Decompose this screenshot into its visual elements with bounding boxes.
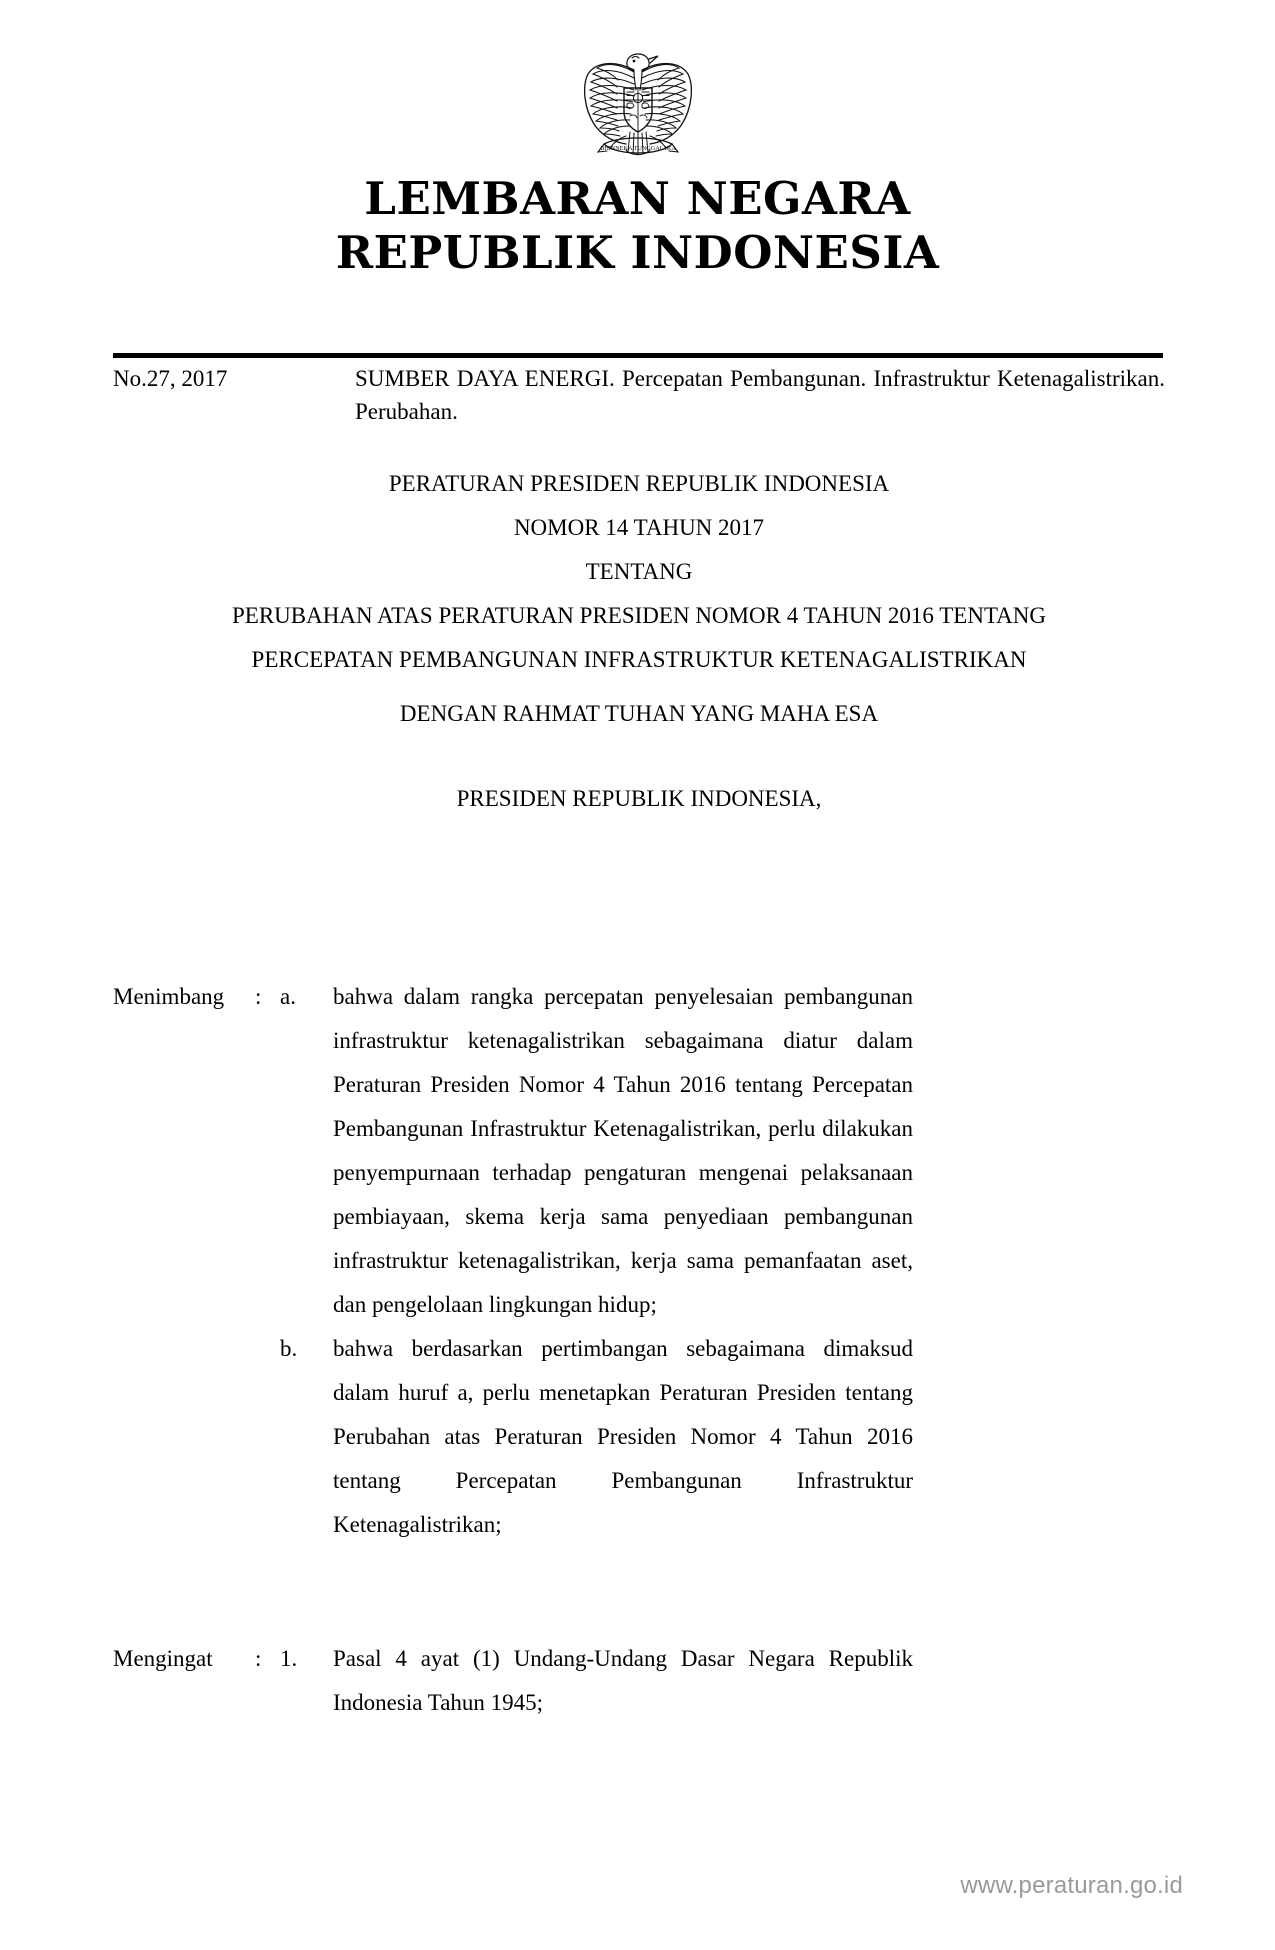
masthead-divider bbox=[113, 353, 1163, 358]
motto-text: BHINNEKA TUNGGAL IKA bbox=[599, 145, 676, 152]
title-line-5: PERCEPATAN PEMBANGUNAN INFRASTRUKTUR KETENAGALISTRIKAN bbox=[251, 647, 1027, 672]
clause-menimbang bbox=[113, 975, 1165, 1547]
title-line-1: PERATURAN PRESIDEN REPUBLIK INDONESIA bbox=[388, 471, 890, 496]
title-line-4: PERUBAHAN ATAS PERATURAN PRESIDEN NOMOR 4 TAHUN 2016 TENTANG bbox=[231, 603, 1047, 628]
invocation-line: DENGAN RAHMAT TUHAN YANG MAHA ESA bbox=[399, 701, 879, 726]
item-text: Pasal 4 ayat (1) Undang-Undang Dasar Negara Republik Indonesia Tahun 1945; bbox=[333, 1646, 913, 1715]
clause-label-menimbang: Menimbang bbox=[113, 984, 225, 1009]
gazette-info-row bbox=[113, 362, 1165, 428]
masthead-line-1: LEMBARAN NEGARA bbox=[364, 172, 911, 225]
clause-mengingat bbox=[113, 1637, 1165, 1725]
item-marker: a. bbox=[280, 984, 296, 1009]
title-line-3: TENTANG bbox=[585, 559, 693, 584]
regulation-title-block bbox=[113, 462, 1165, 682]
clause-item bbox=[280, 975, 1165, 1327]
item-marker: b. bbox=[280, 1336, 298, 1361]
garuda-pancasila-icon bbox=[574, 32, 702, 168]
source-watermark: www.peraturan.go.id bbox=[960, 1872, 1183, 1899]
gazette-subject: SUMBER DAYA ENERGI. Percepatan Pembangunan. Infrastruktur Ketenagalistrikan. Perubahan. bbox=[355, 366, 1165, 424]
clause-item bbox=[280, 1327, 1165, 1547]
masthead-title bbox=[0, 172, 1275, 280]
clause-items-menimbang bbox=[280, 975, 1165, 1547]
clause-colon-mengingat: : bbox=[255, 1646, 262, 1671]
gazette-number: No.27, 2017 bbox=[113, 366, 228, 391]
clause-colon-menimbang: : bbox=[255, 984, 262, 1009]
item-text: bahwa dalam rangka percepatan penyelesaian pembangunan infrastruktur ketenagalistrikan sebagaimana diatur dalam Peraturan Presiden Nomor 4 Tahun 2016 tentang Percepatan Pembangunan Infrastruktur Ketenagalistrikan, perlu dilakukan penyempurnaan terhadap pengaturan mengenai pelaksanaan pembiayaan, skema kerja sama penyediaan pembangunan infrastruktur ketenagalistrikan, kerja sama pemanfaatan aset, dan pengelolaan lingkungan hidup; bbox=[333, 984, 913, 1317]
clause-items-mengingat bbox=[280, 1637, 1165, 1725]
title-line-2: NOMOR 14 TAHUN 2017 bbox=[513, 515, 765, 540]
masthead-line-2: REPUBLIK INDONESIA bbox=[335, 226, 940, 279]
signatory-line: PRESIDEN REPUBLIK INDONESIA, bbox=[456, 786, 822, 811]
clause-label-mengingat: Mengingat bbox=[113, 1646, 213, 1671]
emblem-container bbox=[0, 32, 1275, 173]
item-text: bahwa berdasarkan pertimbangan sebagaimana dimaksud dalam huruf a, perlu menetapkan Peraturan Presiden tentang Perubahan atas Peraturan Presiden Nomor 4 Tahun 2016 tentang Percepatan Pembangunan Infrastruktur Ketenagalistrikan; bbox=[333, 1336, 913, 1537]
clause-item bbox=[280, 1637, 1165, 1725]
item-marker: 1. bbox=[280, 1646, 298, 1671]
